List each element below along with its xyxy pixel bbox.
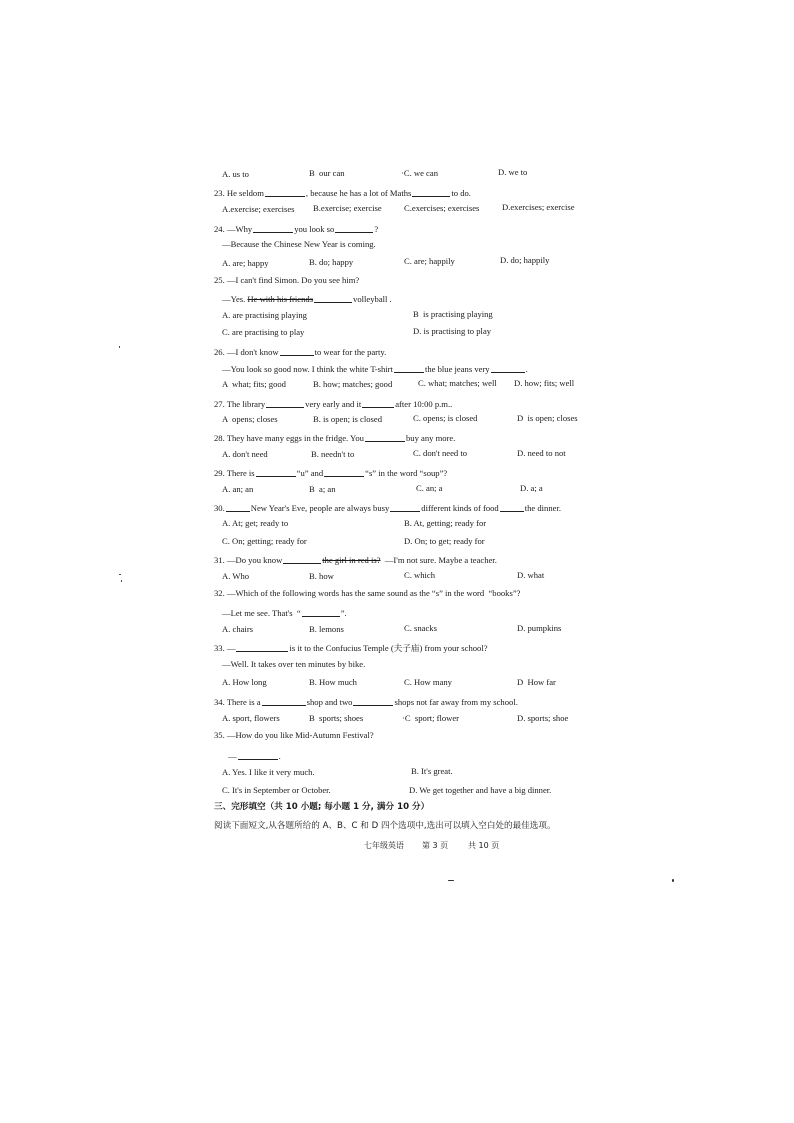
q27-option-c: C. opens; is closed [413,413,478,423]
section-3-instruction: 阅读下面短文,从各题所给的 A、B、C 和 D 四个选项中,选出可以填入空白处的最佳选项。 [214,821,556,831]
q29-option-a: A. an; an [222,484,254,494]
q24-reply: —Because the Chinese New Year is coming. [222,239,376,249]
q31-stem: 31. —Do you know the girl in red is? —I'm not sure. Maybe a teacher. [214,555,497,565]
q28-option-a: A. don't need [222,449,268,459]
q33-option-a: A. How long [222,677,267,687]
q27-option-d: D is open; closes [517,413,578,423]
q34-option-c: ·C sport; flower [402,713,460,723]
scan-speck [121,580,122,582]
q35-option-a: A. Yes. I like it very much. [222,767,315,777]
q25-option-b: B is practising playing [413,309,493,319]
q26-option-d: D. how; fits; well [514,378,575,388]
q22-option-b: B our can [309,168,345,178]
q26-option-c: C. what; matches; well [418,378,497,388]
q35-option-c: C. It's in September or October. [222,785,331,795]
q30-stem: 30. New Year's Eve, people are always busy different kinds of food the dinner. [214,503,561,513]
q35-option-d: D. We get together and have a big dinner. [409,785,552,795]
scan-speck [119,346,120,348]
q26-option-a: A what; fits; good [222,379,286,389]
q24-stem: 24. —Why you look so ? [214,224,379,234]
scan-speck [119,574,121,575]
footer-page-number: 第 3 页 [422,841,449,850]
q23-option-b: B.exercise; exercise [313,203,382,213]
q29-stem: 29. There is “u” and “s” in the word “soup”? [214,468,448,478]
q28-option-d: D. need to not [517,448,566,458]
q22-option-a: A. us to [222,169,249,179]
q28-stem: 28. They have many eggs in the fridge. You buy any more. [214,433,456,443]
q25-option-a: A. are practising playing [222,310,307,320]
q34-stem: 34. There is a shop and two shops not far away from my school. [214,697,518,707]
section-3-heading: 三、完形填空（共 10 小题; 每小题 1 分, 满分 10 分） [214,802,430,812]
scan-speck [672,879,674,882]
q33-option-b: B. How much [309,677,357,687]
q35-option-b: B. It's great. [411,766,453,776]
q26-stem: 26. —I don't know to wear for the party. [214,347,387,357]
q32-reply: —Let me see. That's “ ”. [222,608,347,618]
q23-option-d: D.exercises; exercise [502,202,575,212]
q25-struck-text: He with his friends [247,294,314,304]
q31-option-a: A. Who [222,571,250,581]
q30-option-d: D. On; to get; ready for [404,536,485,546]
q27-option-a: A opens; closes [222,414,278,424]
q24-option-a: A. are; happy [222,258,269,268]
q27-stem: 27. The library very early and it after 10:00 p.m.. [214,399,453,409]
q31-option-d: D. what [517,570,545,580]
q33-stem: 33. — is it to the Confucius Temple (夫子庙) from your school? [214,643,488,653]
q22-option-d: D. we to [498,167,528,177]
q23-option-a: A.exercise; exercises [222,204,295,214]
q28-option-c: C. don't need to [413,448,468,458]
q29-option-c: C. an; a [416,483,443,493]
footer-total-pages: 共 10 页 [468,841,500,850]
q32-option-b: B. lemons [309,624,344,634]
q23-stem: 23. He seldom , because he has a lot of Maths to do. [214,188,471,198]
q34-option-b: B sports; shoes [309,713,364,723]
q32-option-a: A. chairs [222,624,254,634]
q25-question: 25. —I can't find Simon. Do you see him? [214,275,360,285]
q31-struck-text: the girl in red is? [322,555,381,565]
q29-option-d: D. a; a [520,483,543,493]
q34-option-a: A. sport, flowers [222,713,280,723]
q35-answer-blank: — . [228,751,281,761]
q27-option-b: B. is open; is closed [313,414,382,424]
q25-option-d: D. is practising to play [413,326,492,336]
q33-option-c: C. How many [404,677,452,687]
q25-option-c: C. are practising to play [222,327,305,337]
footer-grade-subject: 七年级英语 [364,841,404,850]
q24-option-b: B. do; happy [309,257,354,267]
q32-question: 32. —Which of the following words has the same sound as the “s” in the word “books”? [214,588,521,598]
q30-option-a: A. At; get; ready to [222,518,289,528]
scan-speck [448,880,454,881]
q35-question: 35. —How do you like Mid-Autumn Festival? [214,730,374,740]
q32-option-d: D. pumpkins [517,623,562,633]
q33-option-d: D How far [517,677,556,687]
q24-option-c: C. are; happily [404,256,455,266]
q31-option-c: C. which [404,570,436,580]
q26-option-b: B. how; matches; good [313,379,393,389]
q22-option-c: ·C. we can [401,168,438,178]
q32-option-c: C. snacks [404,623,437,633]
q26-reply: —You look so good now. I think the white T-shirt the blue jeans very . [222,364,528,374]
q29-option-b: B a; an [309,484,336,494]
q30-option-b: B. At, getting; ready for [404,518,487,528]
q31-option-b: B. how [309,571,334,581]
q23-option-c: C.exercises; exercises [404,203,480,213]
q25-stem: —Yes. He with his friends volleyball . [222,294,392,304]
q28-option-b: B. needn't to [311,449,355,459]
q33-reply: —Well. It takes over ten minutes by bike. [222,659,366,669]
q24-option-d: D. do; happily [500,255,550,265]
q34-option-d: D. sports; shoe [517,713,569,723]
q30-option-c: C. On; getting; ready for [222,536,307,546]
